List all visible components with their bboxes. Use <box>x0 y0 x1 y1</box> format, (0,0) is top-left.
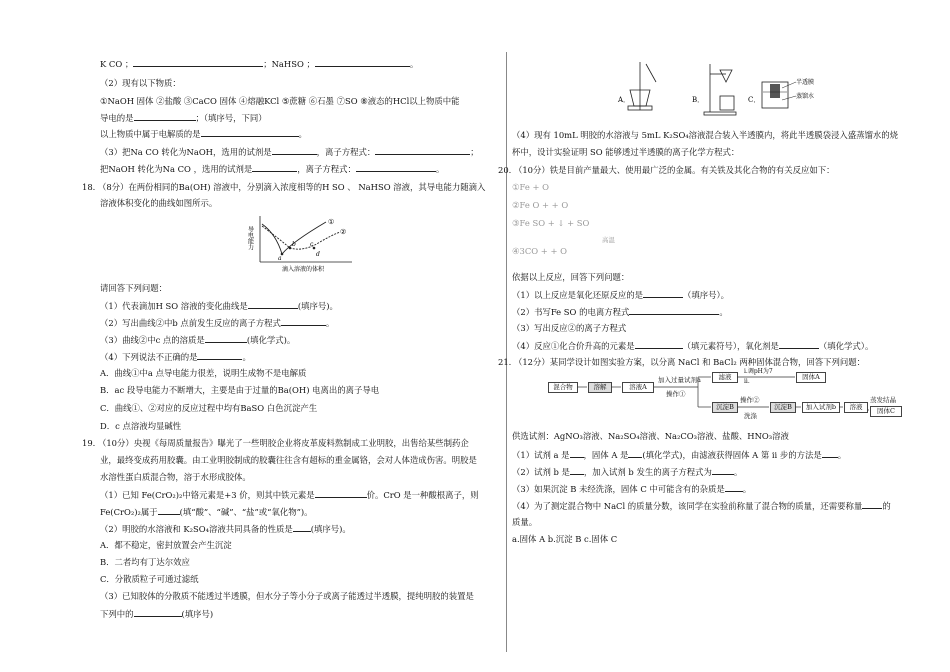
flow-precipitate-b: 沉淀B <box>712 402 738 413</box>
apparatus-c-label: C． <box>748 96 761 104</box>
q19-option-b: B．二者均有丁达尔效应 <box>100 557 190 567</box>
q18-stem-2: 溶液体积变化的曲线如图所示。 <box>100 198 218 208</box>
reaction-4: ④3CO + + O <box>512 246 567 256</box>
apparatus-figure <box>612 60 815 122</box>
reaction-2: ②Fe O + + O <box>512 200 569 210</box>
separation-flowchart <box>548 368 908 422</box>
q19-1b: Fe(CrO₂)₂属于 (填“酸”、“碱”、“盐”或“氧化物”)。 <box>100 507 313 517</box>
flow-add-reagent-b: 加入试剂b <box>802 402 840 413</box>
q21-4a: （4）为了测定混合物中 NaCl 的质量分数，该同学在实验前称量了混合物的质量，还需要称量 的 <box>512 501 891 511</box>
q20-4: （4）反应①化合价升高的元素是 （填元素符号），氧化剂是 （填化学式）。 <box>512 341 874 351</box>
flow-step-i: i.调pH为7 <box>744 368 773 375</box>
q21-stem: 21. （12分）某同学设计如图实验方案，以分离 NaCl 和 BaCl₂ 两种固体混合物，回答下列问题： <box>498 357 866 367</box>
column-divider <box>506 52 507 652</box>
apparatus-a-label: A． <box>618 96 631 104</box>
q19-stem-3: 水溶性蛋白质混合物，溶于水形成胶体。 <box>100 472 251 482</box>
flow-operation-2: 操作② <box>740 396 760 404</box>
membrane-label: 半透膜 <box>796 79 815 86</box>
q19-1a: （1）已知 Fe(CrO₂)₂中铬元素是+3 价，则其中铁元素是 价。CrO 是一种酸根离子，则 <box>100 490 479 500</box>
q19-3b: 下列中的 (填序号) <box>100 609 214 619</box>
q18-3: （3）曲线②中c 点的溶质是 (填化学式)。 <box>100 335 296 345</box>
q19-3a: （3）已知胶体的分散质不能透过半透膜，但水分子等小分子或离子能透过半透膜，提纯明胶的装置是 <box>100 591 474 601</box>
flow-operation-1: 操作① <box>666 390 686 398</box>
q19-4a: （4）现有 10mL 明胶的水溶液与 5mL K₂SO₄溶液混合装入半透膜内，将此半透膜袋浸入盛蒸馏水的烧 <box>512 130 899 140</box>
flow-evaporate: 蒸发结晶 <box>870 396 896 404</box>
q21-4b: 质量。 <box>512 517 538 527</box>
q18-2: （2）写出曲线②中b 点前发生反应的离子方程式 。 <box>100 318 335 328</box>
q20-2: （2）书写Fe SO 的电离方程式 。 <box>512 307 728 317</box>
high-temp-label: 高温 <box>602 236 615 244</box>
flow-solution-a: 溶液A <box>622 382 654 393</box>
reaction-1: ①Fe + O <box>512 182 550 192</box>
svg-text:a: a <box>278 255 282 262</box>
q20-1: （1）以上反应是氧化还原反应的是 （填序号）。 <box>512 290 730 300</box>
q18-option-c: C．曲线①、②对应的反应过程中均有BaSO 白色沉淀产生 <box>100 403 318 413</box>
graph-xlabel: 滴入溶液的体积 <box>282 266 325 273</box>
right-column <box>498 0 912 672</box>
conductor-line: 导电的是 ；（填序号，下同） <box>100 113 267 123</box>
conductivity-graph <box>248 212 358 274</box>
q20-3: （3）写出反应②的离子方程式 <box>512 323 627 333</box>
q18-stem: 18. （8分）在两份相同的Ba(OH) 溶液中，分别滴入浓度相等的H SO 、 NaHSO 溶液，其导电能力随滴入 <box>82 182 486 192</box>
graph-ylabel: 导电能力 <box>246 226 254 250</box>
q19-stem-2: 业，最终变成药用胶囊。由工业明胶制成的胶囊往往含有超标的重金属铬，会对人体造成伤害。明胶是 <box>100 455 477 465</box>
q20-stem: 20. （10分）铁是目前产量最大、使用最广泛的金属。有关铁及其化合物的有关反应如下： <box>498 165 835 175</box>
left-column <box>82 0 502 672</box>
q19-stem: 19. （10分）央视《每周质量报告》曝光了一些明胶企业将皮革废料熬制成工业明胶，出售给某些制药企 <box>82 438 469 448</box>
svg-text:d: d <box>316 251 320 258</box>
q21-2: （2）试剂 b 是 ，加入试剂 b 发生的离子方程式为 。 <box>512 467 743 477</box>
flow-solid-c: 固体C <box>870 406 902 417</box>
q18-option-d: D．c 点溶液均显碱性 <box>100 421 182 431</box>
flow-solution: 溶液 <box>844 402 868 413</box>
apparatus-b-label: B． <box>692 96 705 104</box>
svg-text:b: b <box>292 241 296 248</box>
graph-label-2: ② <box>340 228 347 236</box>
flow-solid-a: 固体A <box>796 372 826 383</box>
flow-precipitate-b2: 沉淀B <box>770 402 796 413</box>
q19-4b: 杯中，设计实验证明 SO 能够透过半透膜的离子化学方程式： <box>512 147 740 157</box>
q18-1: （1）代表滴加H SO 溶液的变化曲线是 (填序号)。 <box>100 301 338 311</box>
q17-part3-b: 把NaOH 转化为Na CO ，选用的试剂是 ，离子方程式： 。 <box>100 164 445 174</box>
q17-part3-a: （3）把Na CO 转化为NaOH，选用的试剂是 ，离子方程式： ； <box>100 147 479 157</box>
flow-mixture: 混合物 <box>548 382 578 393</box>
flow-dissolve: 溶解 <box>588 382 612 393</box>
graph-label-1: ① <box>328 218 335 226</box>
q19-option-a: A．都不稳定，密封放置会产生沉淀 <box>100 540 232 550</box>
q21-options: a.固体 A b.沉淀 B c.固体 C <box>512 534 618 544</box>
electrolyte-line: 以上物质中属于电解质的是 。 <box>100 129 307 139</box>
q20-prompt: 依据以上反应，回答下列问题： <box>512 272 630 282</box>
substance-list: ①NaOH 固体 ②盐酸 ③CaCO 固体 ④熔融KCl ⑤蔗糖 ⑥石墨 ⑦SO ⑧液态的HCl以上物质中能 <box>100 96 460 106</box>
q21-reagents: 供选试剂：AgNO₃溶液、Na₂SO₄溶液、Na₂CO₃溶液、盐酸、HNO₃溶液 <box>512 431 789 441</box>
svg-text:c: c <box>310 241 314 248</box>
water-label: 蒸馏水 <box>796 93 815 100</box>
flow-step-ii: ii. <box>744 378 750 385</box>
flow-wash: 洗涤 <box>744 412 757 420</box>
q18-4: （4）下列说法不正确的是 。 <box>100 352 251 362</box>
flow-add-reagent-a: 加入过量试剂a <box>658 376 701 384</box>
q17-part2: （2）现有以下物质： <box>100 78 181 88</box>
reaction-3: ③Fe SO + ↓ + SO <box>512 218 590 228</box>
q19-option-c: C．分散质粒子可通过滤纸 <box>100 574 199 584</box>
q18-prompt: 请回答下列问题： <box>100 283 167 293</box>
q18-option-b: B．ac 段导电能力不断增大，主要是由于过量的Ba(OH) 电离出的离子导电 <box>100 385 380 395</box>
q21-1: （1）试剂 a 是 ，固体 A 是 (填化学式)，由滤液获得固体 A 第 ii 步的方法是 。 <box>512 450 847 460</box>
line-k2co3: K CO ； ；NaHSO ； 。 <box>100 59 419 69</box>
flow-filtrate: 滤液 <box>712 372 738 383</box>
q19-2: （2）明胶的水溶液和 K₂SO₄溶液共同具备的性质是 (填序号)。 <box>100 524 351 534</box>
q21-3: （3）如果沉淀 B 未经洗涤，固体 C 中可能含有的杂质是 。 <box>512 484 752 494</box>
q18-option-a: A．曲线①中a 点导电能力很差，说明生成物不是电解质 <box>100 368 307 378</box>
